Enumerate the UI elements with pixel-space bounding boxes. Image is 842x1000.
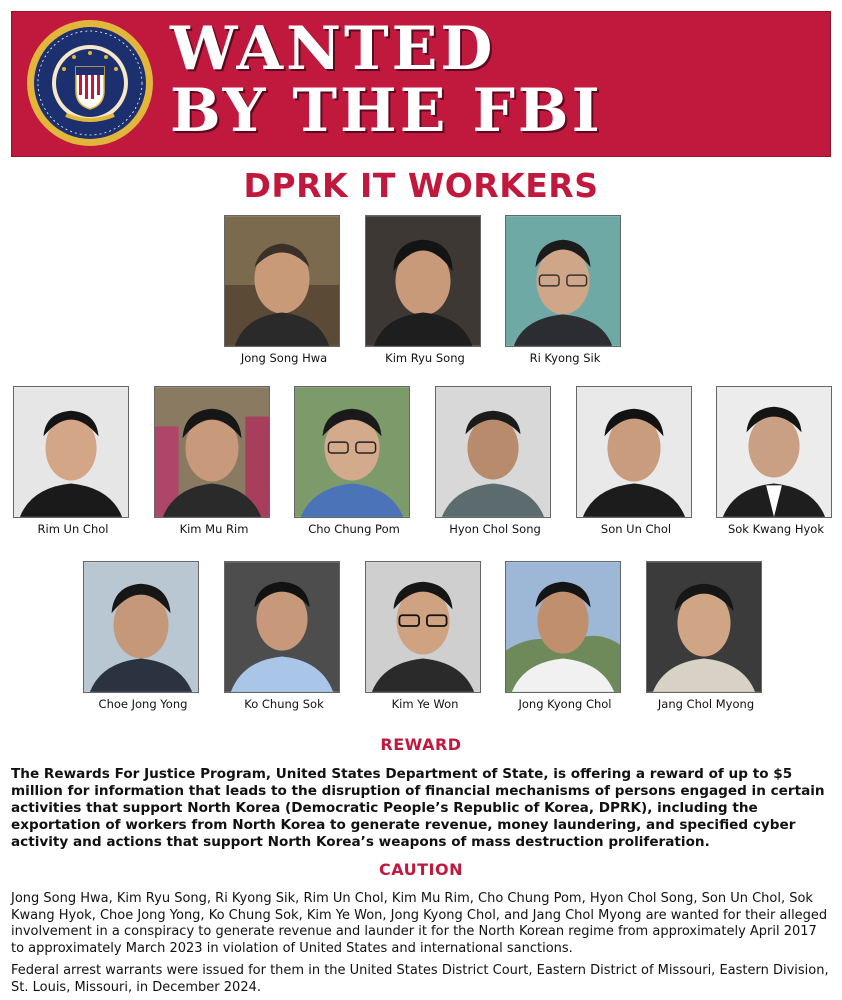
banner-title xyxy=(170,14,603,146)
person-name: Rim Un Chol xyxy=(37,522,109,536)
portrait-photo[interactable] xyxy=(294,386,410,518)
portrait-photo[interactable] xyxy=(505,561,621,693)
portrait-photo[interactable] xyxy=(435,386,551,518)
reward-text: The Rewards For Justice Program, United States Department of State, is offering a reward of up to $5 million for information that leads to the disruption of financial mechanisms of persons engaged in certain activities that support North Korea (Democratic People’s Republic of Korea, DPRK), including the exportation of workers from North Korea to generate revenue, money laundering, and specified cyber activity and actions that support North Korea’s weapons of mass destruction proliferation. xyxy=(11,766,825,850)
portrait-photo[interactable] xyxy=(224,561,340,693)
person-name: Kim Mu Rim xyxy=(179,522,249,536)
person-name: Sok Kwang Hyok xyxy=(727,522,825,536)
person-name: Jang Chol Myong xyxy=(657,697,755,711)
person-name: Cho Chung Pom xyxy=(308,522,400,536)
portrait-photo[interactable] xyxy=(576,386,692,518)
portrait-photo[interactable] xyxy=(505,215,621,347)
person-name: Hyon Chol Song xyxy=(449,522,541,536)
portrait-photo[interactable] xyxy=(224,215,340,347)
caution-paragraph-charges: Jong Song Hwa, Kim Ryu Song, Ri Kyong Sik, Rim Un Chol, Kim Mu Rim, Cho Chung Pom, Hyon Chol Song, Son Un Chol, Sok Kwang Hyok, Choe Jong Yong, Ko Chung Sok, Kim Ye Won, Jong Kyong Chol, and Jang Chol Myong are wanted for their alleged involvement in a conspiracy to generate revenue and launder it for the North Korean regime from approximately April 2017 to approximately March 2023 in violation of United States and international sanctions. xyxy=(11,891,828,956)
banner-line-by-the-fbi: BY THE FBI xyxy=(170,76,603,146)
banner-line-wanted: WANTED xyxy=(170,14,496,84)
person-name: Choe Jong Yong xyxy=(98,697,188,711)
portrait-photo[interactable] xyxy=(365,561,481,693)
portrait-photo[interactable] xyxy=(83,561,199,693)
portrait-photo[interactable] xyxy=(365,215,481,347)
caution-heading: CAUTION xyxy=(379,860,463,879)
portrait-photo[interactable] xyxy=(13,386,129,518)
person-name: Jong Kyong Chol xyxy=(518,697,612,711)
person-name: Jong Song Hwa xyxy=(240,351,328,365)
fbi-seal-icon xyxy=(26,19,154,147)
caution-paragraph-warrants: Federal arrest warrants were issued for them in the United States District Court, Eastern District of Missouri, Eastern Division, St. Louis, Missouri, in December 2024. xyxy=(11,963,829,995)
person-name: Kim Ryu Song xyxy=(385,351,465,365)
portrait-photo[interactable] xyxy=(646,561,762,693)
person-name: Ri Kyong Sik xyxy=(529,351,601,365)
subject-title: DPRK IT WORKERS xyxy=(243,166,599,205)
wanted-banner xyxy=(11,11,831,157)
portrait-photo[interactable] xyxy=(154,386,270,518)
portrait-photo[interactable] xyxy=(716,386,832,518)
reward-heading: REWARD xyxy=(380,735,462,754)
person-name: Son Un Chol xyxy=(600,522,672,536)
person-name: Ko Chung Sok xyxy=(244,697,324,711)
person-name: Kim Ye Won xyxy=(391,697,459,711)
